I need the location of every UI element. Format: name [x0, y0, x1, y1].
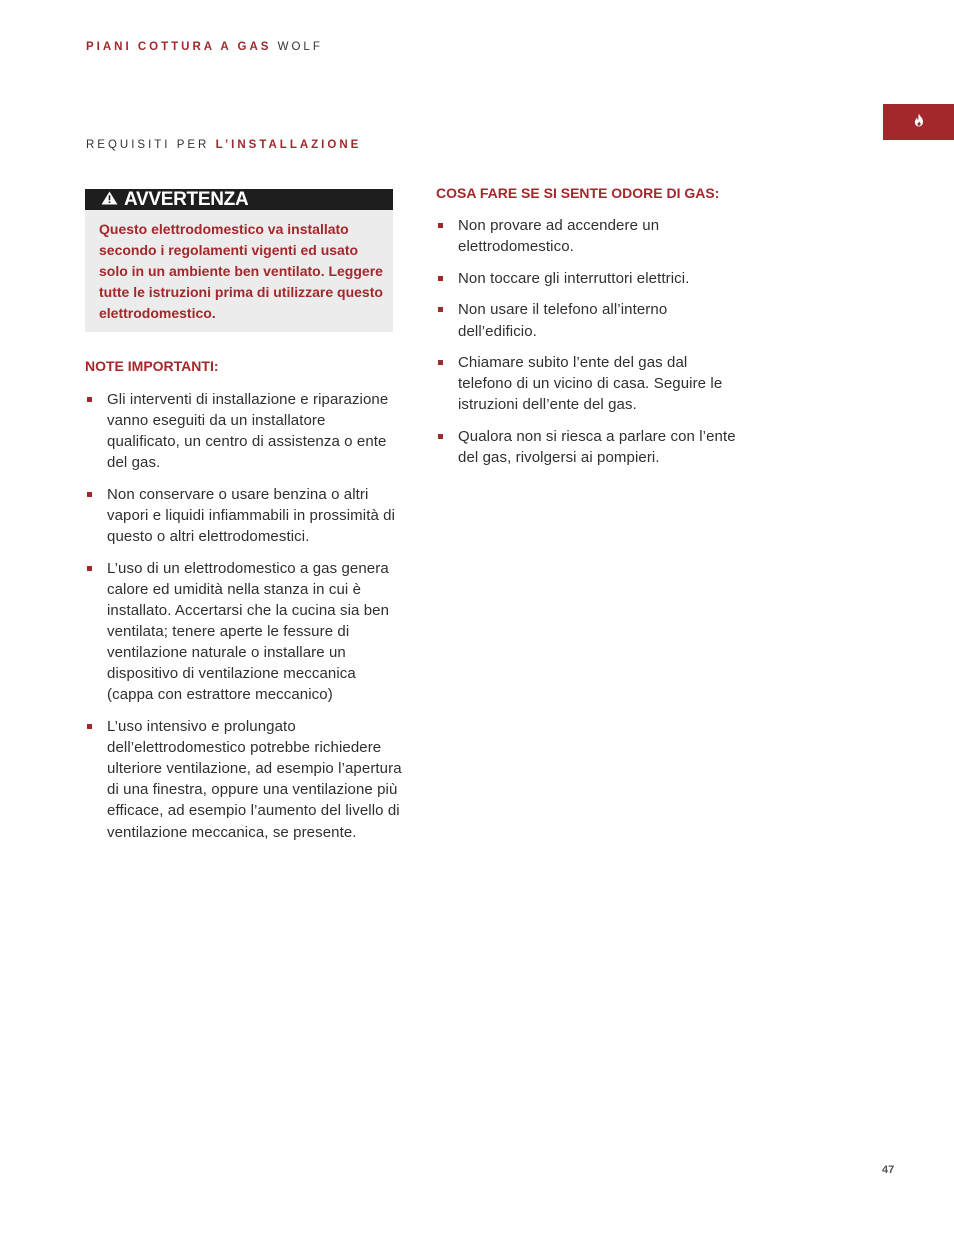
warning-text: Questo elettrodomestico va installato secondo i regolamenti vigenti ed usato solo in un ambiente ben ventilato. Leggere tutte le istruzioni prima di utilizzare questo elettrodomestico.	[99, 221, 383, 321]
warning-triangle-icon	[101, 189, 124, 211]
list-item: L’uso intensivo e prolungato dell’elettrodomestico potrebbe richiedere ulteriore ventilazione, ad esempio l’apertura di una finestra, oppure una ventilazione più efficace, ad esempio l’aumento del livello di ventilazione meccanica, se presente.	[85, 716, 402, 843]
list-item: Chiamare subito l’ente del gas dal telefono di un vicino di casa. Seguire le istruzioni dell’ente del gas.	[436, 352, 738, 415]
list-item: Qualora non si riesca a parlare con l’ente del gas, rivolgersi ai pompieri.	[436, 426, 738, 468]
header-title: PIANI COTTURA A GAS	[86, 41, 272, 53]
section-prefix: REQUISITI PER	[86, 139, 210, 151]
list-item: Non usare il telefono all’interno dell’edificio.	[436, 299, 738, 341]
header-brand: WOLF	[277, 41, 323, 53]
warning-header	[85, 189, 393, 210]
gas-smell-heading: COSA FARE SE SI SENTE ODORE DI GAS:	[436, 185, 720, 201]
list-item: Non provare ad accendere un elettrodomestico.	[436, 215, 738, 257]
warning-title: AVVERTENZA	[124, 188, 249, 210]
notes-list	[85, 389, 405, 843]
notes-heading: NOTE IMPORTANTI:	[85, 358, 219, 374]
list-item: Non conservare o usare benzina o altri vapori e liquidi infiammabili in prossimità di questo o altri elettrodomestici.	[85, 484, 402, 547]
list-item: L’uso di un elettrodomestico a gas genera calore ed umidità nella stanza in cui è installato. Accertarsi che la cucina sia ben ventilata; tenere aperte le fessure di ventilazione naturale o installare un dispositivo di ventilazione meccanica (cappa con estrattore meccanico)	[85, 558, 402, 706]
right-column	[436, 183, 736, 479]
running-header	[86, 41, 323, 53]
section-title	[86, 139, 361, 151]
section-tab	[883, 104, 954, 140]
left-column	[85, 189, 405, 853]
flame-icon	[913, 113, 925, 132]
list-item: Gli interventi di installazione e riparazione vanno eseguiti da un installatore qualificato, un centro di assistenza o ente del gas.	[85, 389, 402, 473]
page-number: 47	[882, 1164, 895, 1176]
section-accent: L’INSTALLAZIONE	[215, 139, 362, 151]
gas-smell-list	[436, 215, 736, 468]
warning-box	[85, 189, 393, 332]
list-item: Non toccare gli interruttori elettrici.	[436, 268, 738, 289]
